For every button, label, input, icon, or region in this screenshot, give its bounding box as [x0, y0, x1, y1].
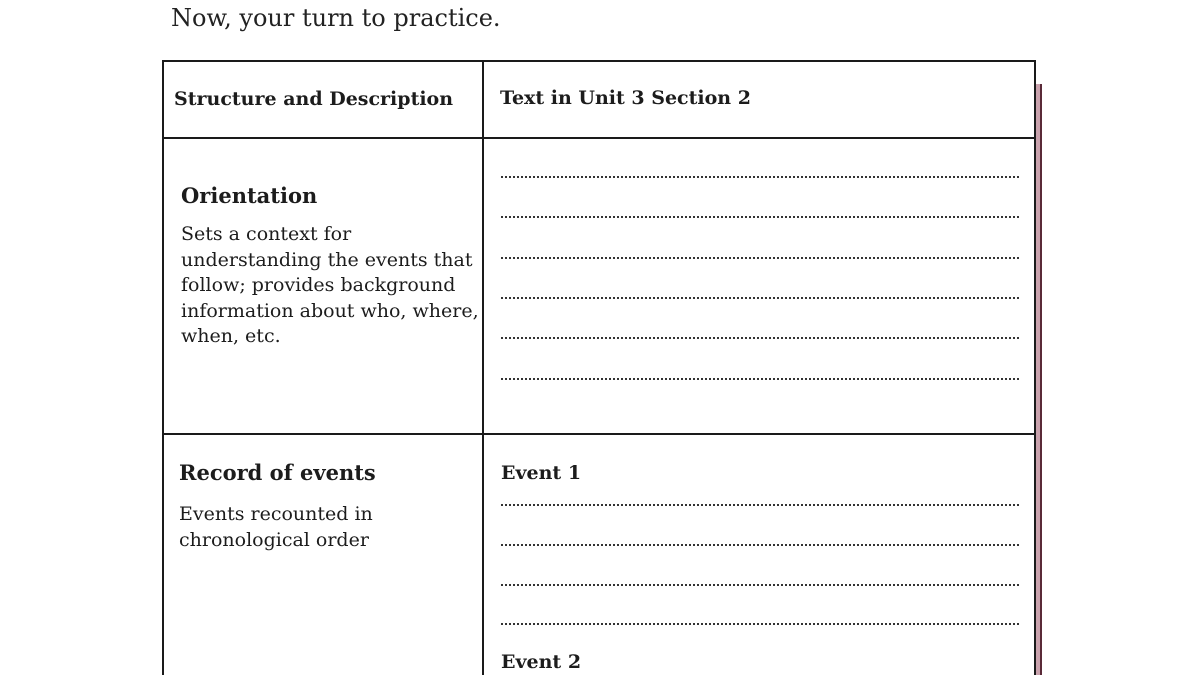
worksheet-table — [162, 60, 1036, 675]
row-divider — [164, 433, 1034, 435]
answer-line[interactable] — [501, 504, 1019, 506]
answer-line[interactable] — [501, 176, 1019, 178]
header-text-reference: Text in Unit 3 Section 2 — [500, 87, 751, 109]
record-of-events-title: Record of events — [179, 460, 376, 485]
answer-line[interactable] — [501, 257, 1019, 259]
orientation-title: Orientation — [181, 183, 318, 208]
answer-line[interactable] — [501, 337, 1019, 339]
intro-text: Now, your turn to practice. — [171, 4, 501, 32]
answer-line[interactable] — [501, 584, 1019, 586]
record-of-events-description: Events recounted in chronological order — [179, 503, 373, 551]
page-edge-line — [1040, 84, 1042, 675]
header-structure-description: Structure and Description — [174, 88, 454, 110]
answer-line[interactable] — [501, 544, 1019, 546]
answer-line[interactable] — [501, 623, 1019, 625]
column-divider — [482, 62, 484, 675]
event-2-label: Event 2 — [501, 651, 582, 673]
answer-line[interactable] — [501, 216, 1019, 218]
event-1-label: Event 1 — [501, 462, 582, 484]
orientation-description: Sets a context for understanding the events that follow; provides background information about who, where, when, etc. — [181, 223, 479, 347]
answer-line[interactable] — [501, 378, 1019, 380]
answer-line[interactable] — [501, 297, 1019, 299]
header-row-divider — [164, 137, 1034, 139]
